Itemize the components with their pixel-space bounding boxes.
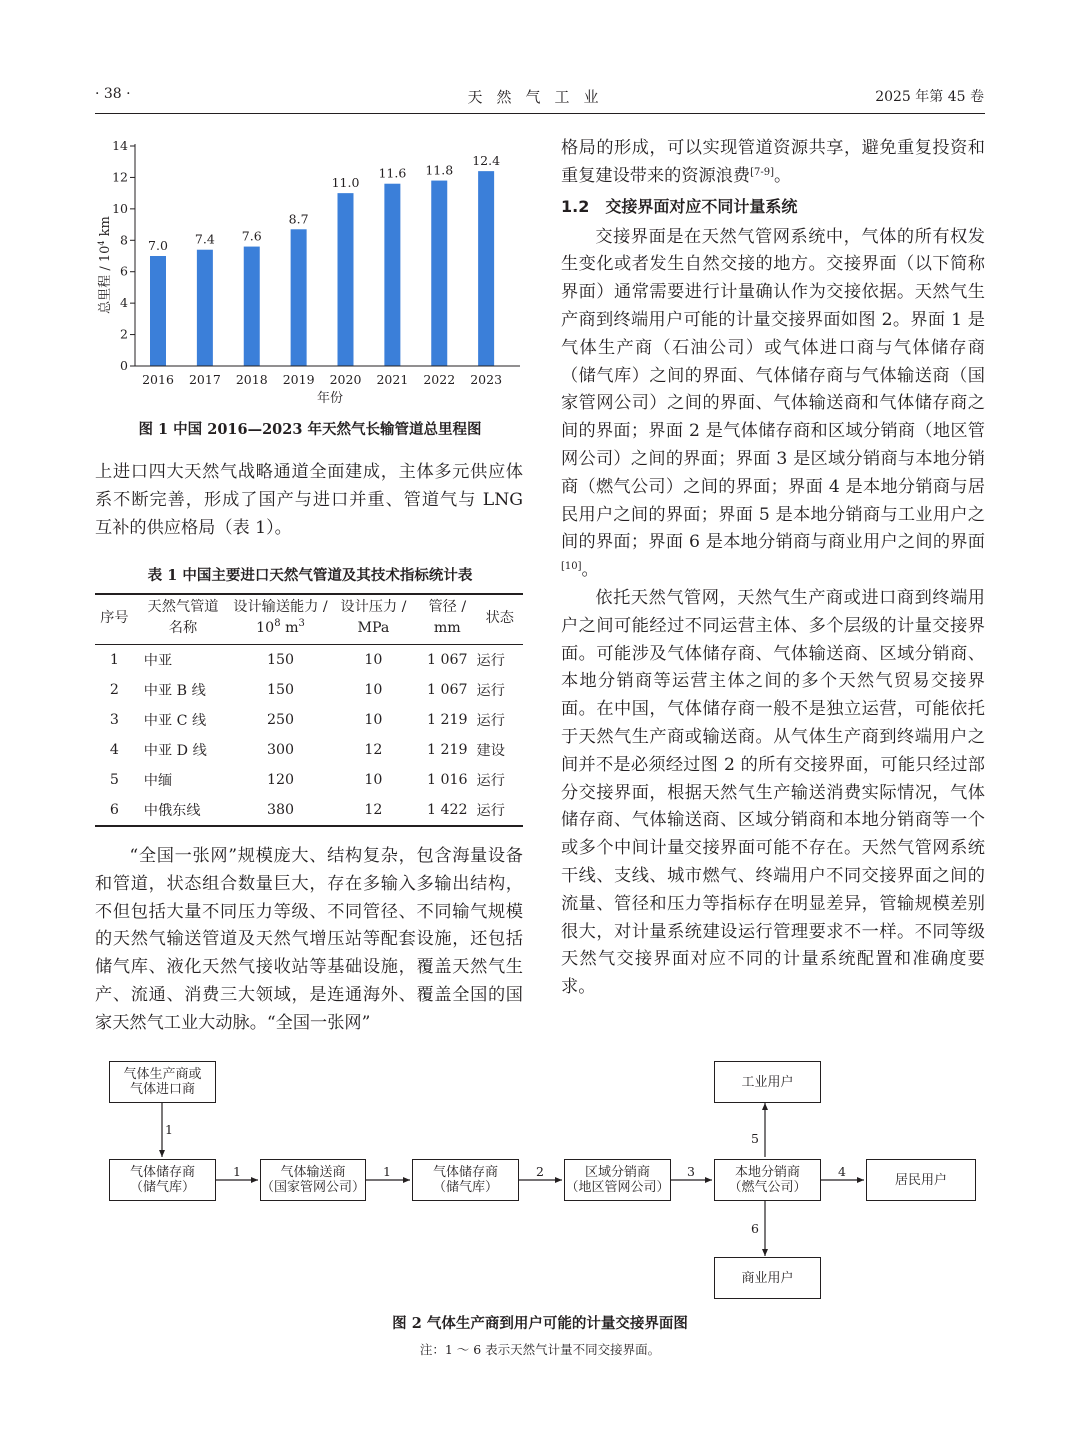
interface-label-1a: 1: [165, 1122, 173, 1137]
box-industrial: 工业用户: [714, 1061, 821, 1103]
y-tick-label: 12: [112, 169, 128, 185]
bar-2019: [291, 229, 307, 366]
box-commercial: 商业用户: [714, 1257, 821, 1299]
cell-id: 1: [109, 652, 119, 668]
table-row: [95, 735, 523, 765]
table-row: [95, 645, 523, 676]
table1-caption: 表 1 中国主要进口天然气管道及其技术指标统计表: [147, 567, 473, 584]
mileage-bar-chart: [90, 132, 530, 412]
cell-diameter: 1 067: [426, 652, 468, 668]
col-header-pressure: 设计压力 / MPa: [340, 599, 407, 636]
bar-value-label: 11.0: [331, 175, 360, 191]
x-tick-label: 2022: [423, 372, 456, 387]
cell-capacity: 300: [266, 742, 295, 758]
x-tick-label: 2017: [188, 372, 221, 387]
cell-capacity: 150: [266, 652, 295, 668]
box-producer: 气体生产商或 气体进口商: [109, 1061, 216, 1103]
cell-id: 4: [109, 742, 119, 758]
interface-label-5: 5: [751, 1131, 759, 1146]
bar-2016: [150, 256, 166, 366]
x-tick-label: 2020: [329, 372, 362, 387]
interface-label-1b: 1: [233, 1164, 241, 1179]
cell-pressure: 10: [364, 652, 383, 668]
figure2-note: 注：1 ～ 6 表示天然气计量不同交接界面。: [419, 1342, 661, 1357]
cell-id: 3: [109, 712, 119, 728]
box-regional: 区域分销商 （地区管网公司）: [564, 1159, 671, 1201]
col-header-id: 序号: [100, 609, 129, 626]
bar-value-label: 11.8: [425, 162, 454, 178]
box-storage-1: 气体储存商 （储气库）: [109, 1159, 216, 1201]
figure1-caption: 图 1 中国 2016—2023 年天然气长输管道总里程图: [138, 421, 482, 438]
x-tick-label: 2019: [282, 372, 315, 387]
y-tick-label: 0: [120, 358, 128, 373]
bar-2018: [244, 247, 260, 366]
x-tick-label: 2016: [142, 372, 174, 387]
cell-status: 运行: [476, 713, 505, 729]
volume-label: 2025 年第 45 卷: [875, 89, 984, 105]
y-tick-label: 6: [120, 263, 128, 279]
bar-value-label: 7.4: [194, 231, 215, 247]
col-header-name: 天然气管道 名称: [147, 599, 219, 636]
box-local: 本地分销商 （燃气公司）: [714, 1159, 821, 1201]
cell-name: 中俄东线: [143, 803, 201, 819]
section-heading-1-2: 1.2 交接界面对应不同计量系统: [561, 196, 798, 216]
header-rule: [95, 113, 985, 114]
cell-diameter: 1 219: [426, 742, 468, 758]
journal-title: 天然气工业: [467, 88, 613, 106]
x-tick-label: 2018: [235, 372, 268, 387]
interface-label-3: 3: [687, 1164, 695, 1179]
bar-2017: [197, 250, 213, 366]
y-tick-label: 14: [112, 138, 128, 153]
box-resident: 居民用户: [866, 1159, 976, 1201]
cell-name: 中缅: [143, 773, 173, 789]
y-axis-label: 总里程 / $10^4$ km: [97, 216, 113, 314]
x-tick-label: 2023: [470, 372, 503, 387]
figure2-caption: 图 2 气体生产商到用户可能的计量交接界面图: [392, 1315, 688, 1332]
bar-value-label: 7.0: [148, 238, 168, 253]
cell-id: 5: [109, 772, 119, 788]
cell-id: 6: [109, 802, 119, 818]
interface-label-4: 4: [838, 1164, 846, 1179]
cell-diameter: 1 422: [426, 802, 468, 818]
cell-pressure: 12: [364, 802, 383, 818]
right-paragraph-0: 格局的形成，可以实现管道资源共享，避免重复投资和重复建设带来的资源浪费[7-9]。: [561, 138, 985, 186]
bar-2020: [338, 193, 354, 366]
bar-value-label: 7.6: [241, 228, 262, 244]
cell-pressure: 10: [364, 682, 383, 698]
col-header-diameter: 管径 / mm: [428, 599, 467, 636]
bar-value-label: 8.7: [288, 211, 309, 227]
table-row: [95, 705, 523, 735]
box-transmission: 气体输送商 （国家管网公司）: [260, 1159, 366, 1201]
interface-label-6: 6: [751, 1221, 759, 1236]
cell-status: 运行: [476, 683, 505, 699]
page-number: · 38 ·: [95, 86, 131, 102]
right-paragraph-2: 依托天然气管网，天然气生产商或进口商到终端用户之间可能经过不同运营主体、多个层级的计量交接界面。可能涉及气体储存商、气体输送商、区域分销商、本地分销商等运营主体之间的多个天然气贸易交接界面。在中国，气体储存商一般不是独立运营，可能依托于天然气生产商或输送商。从气体生产商到终端用户之间并不是必须经过图 2 的所有交接界面，可能只经过部分交接界面，根据天然气生产输送消费实际情况，气体储存商、气体输送商、区域分销商和本地分销商等一个或多个中间计量交接界面可能不存在。天然气管网系统干线、支线、城市燃气、终端用户不同交接界面之间的流量、管径和压力等指标存在明显差异，管输规模差别很大，对计量系统建设运行管理要求不一样。不同等级天然气交接界面对应不同的计量系统配置和准确度要求。: [561, 587, 985, 998]
cell-capacity: 150: [266, 682, 295, 698]
cell-status: 运行: [476, 653, 505, 669]
bar-2023: [478, 171, 494, 366]
table-row: [95, 765, 523, 795]
cell-pressure: 10: [364, 772, 383, 788]
cell-status: 建设: [476, 743, 505, 759]
left-paragraph-2: “全国一张网”规模庞大、结构复杂，包含海量设备和管道，状态组合数量巨大，存在多输入多输出结构，不但包括大量不同压力等级、不同管径、不同输气规模的天然气输送管道及天然气增压站等配套设施，还包括储气库、液化天然气接收站等基础设施，覆盖天然气生产、流通、消费三大领域，是连通海外、覆盖全国的国家天然气工业大动脉。“全国一张网”: [95, 846, 523, 1033]
cell-pressure: 12: [364, 742, 383, 758]
box-storage-2: 气体储存商 （储气库）: [412, 1159, 519, 1201]
y-tick-label: 4: [120, 295, 128, 311]
x-tick-label: 2021: [376, 372, 409, 387]
cell-id: 2: [109, 682, 119, 698]
col-header-capacity: 设计输送能力 / $10^8$ $m^3$: [233, 599, 328, 636]
right-column: [561, 135, 985, 1002]
bar-value-label: 12.4: [472, 153, 501, 169]
cell-capacity: 250: [266, 712, 295, 728]
left-paragraph-1: 上进口四大天然气战略通道全面建成，主体多元供应体系不断完善，形成了国产与进口并重、管道气与 LNG 互补的供应格局（表 1）。: [95, 462, 523, 538]
cell-capacity: 380: [266, 802, 295, 818]
cell-name: 中亚 B 线: [143, 683, 206, 699]
bar-value-label: 11.6: [378, 165, 407, 181]
cell-status: 运行: [476, 773, 505, 789]
table-row: [95, 675, 523, 705]
cell-diameter: 1 219: [426, 712, 468, 728]
x-axis-label: 年份: [316, 391, 344, 406]
cell-name: 中亚 D 线: [143, 743, 207, 759]
table-header-row: [95, 594, 523, 645]
cell-name: 中亚: [143, 653, 173, 669]
cell-capacity: 120: [266, 772, 295, 788]
cell-diameter: 1 067: [426, 682, 468, 698]
col-header-status: 状态: [485, 609, 514, 626]
interface-label-1c: 1: [383, 1164, 391, 1179]
cell-name: 中亚 C 线: [143, 713, 207, 729]
y-tick-label: 2: [120, 326, 128, 342]
cell-pressure: 10: [364, 712, 383, 728]
pipeline-table: [95, 593, 523, 827]
cell-diameter: 1 016: [426, 772, 468, 788]
right-paragraph-1: 交接界面是在天然气管网系统中，气体的所有权发生变化或者发生自然交接的地方。交接界面（以下简称界面）通常需要进行计量确认作为交接依据。天然气生产商到终端用户可能的计量交接界面如图 2。界面 1 是气体生产商（石油公司）或气体进口商与气体储存商（储气库）之间的界面、气体储存商与气体输送商（国家管网公司）之间的界面、气体输送商和气体储存商之间的界面；界面 2 是气体储存商和区域分销商（地区管网公司）之间的界面；界面 3 是区域分销商与本地分销商（燃气公司）之间的界面；界面 4 是本地分销商与居民用户之间的界面；界面 5 是本地分销商与工业用户之间的界面；界面 6 是本地分销商与商业用户之间的界面[10]。: [561, 226, 985, 581]
interface-label-2: 2: [536, 1164, 544, 1179]
bar-2021: [384, 184, 400, 366]
y-tick-label: 10: [112, 200, 128, 216]
bar-2022: [431, 181, 447, 366]
table-row: [95, 795, 523, 826]
y-tick-label: 8: [120, 232, 128, 248]
cell-status: 运行: [476, 803, 505, 819]
